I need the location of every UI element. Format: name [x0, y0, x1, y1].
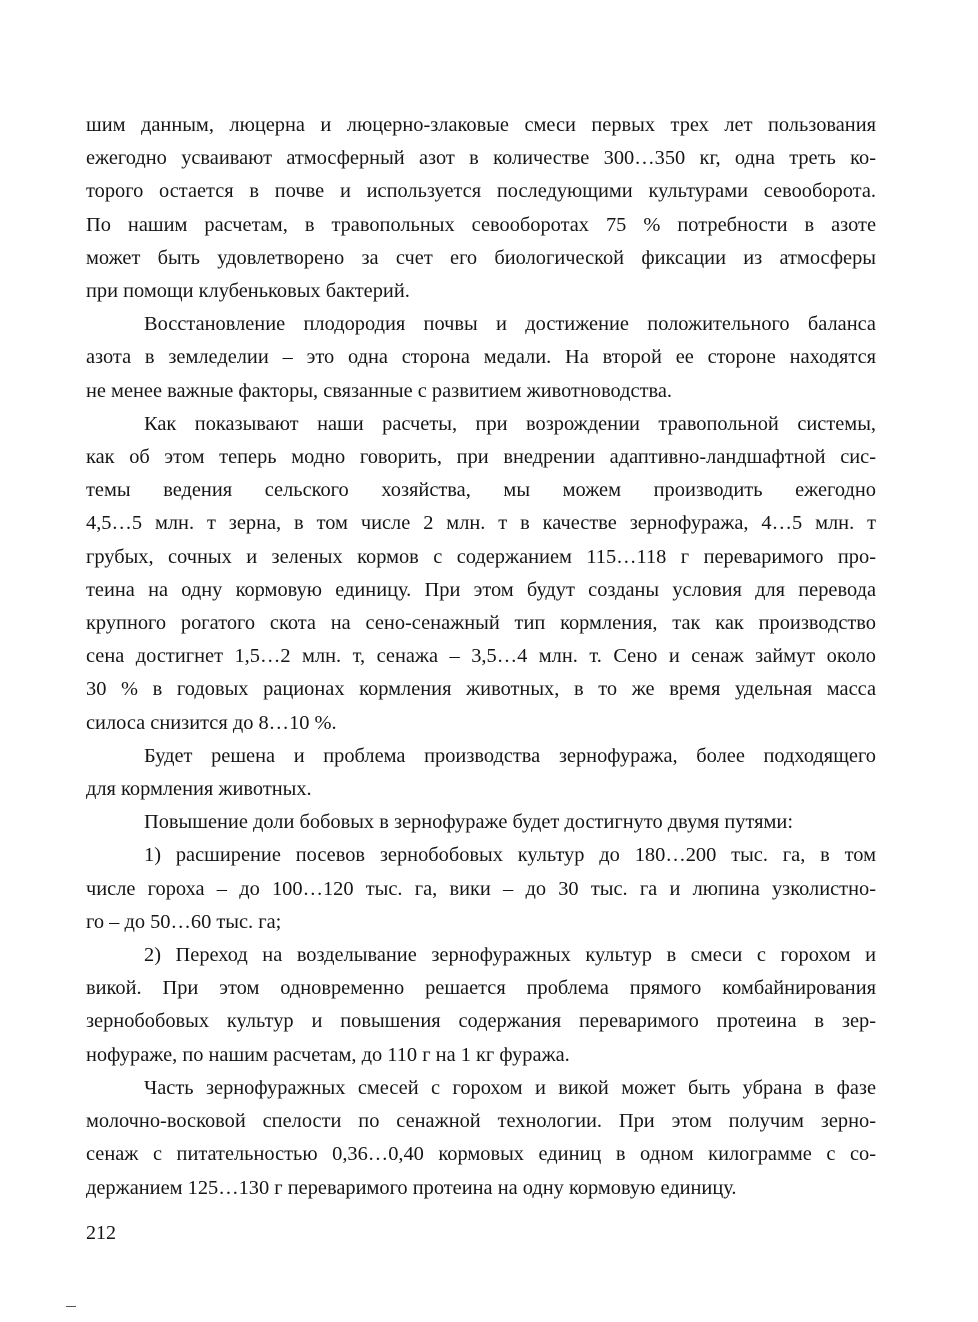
paragraph-8 [86, 1072, 876, 1205]
text-line: силоса снизится до 8…10 %. [86, 711, 337, 734]
text-line: как об этом теперь модно говорить, при внедрении адаптивно-ландшафтной сис- [86, 446, 876, 469]
text-line: 4,5…5 млн. т зерна, в том числе 2 млн. т в качестве зернофуража, 4…5 млн. т [86, 512, 876, 535]
paragraph-3 [86, 408, 876, 740]
text-line: крупного рогатого скота на сено-сенажный тип кормления, так как производство [86, 612, 876, 635]
text-line: шим данным, люцерна и люцерно-злаковые смеси первых трех лет пользования [86, 114, 876, 136]
text-line: викой. При этом одновременно решается проблема прямого комбайнирования [86, 977, 876, 1000]
text-line: 1) расширение посевов зернобобовых культур до 180…200 тыс. га, в том [144, 844, 876, 867]
text-line: темы ведения сельского хозяйства, мы можем производить ежегодно [86, 479, 876, 502]
paragraph-2 [86, 308, 876, 408]
text-line: может быть удовлетворено за счет его биологической фиксации из атмосферы [86, 246, 876, 269]
page-number: 212 [86, 1222, 116, 1244]
text-line: Часть зернофуражных смесей с горохом и викой может быть убрана в фазе [144, 1076, 876, 1099]
text-line: держанием 125…130 г переваримого протеина на одну кормовую единицу. [86, 1176, 737, 1199]
text-line: молочно-восковой спелости по сенажной технологии. При этом получим зерно- [86, 1110, 876, 1133]
text-line: числе гороха – до 100…120 тыс. га, вики – до 30 тыс. га и люпина узколистно- [86, 877, 876, 900]
text-line: при помощи клубеньковых бактерий. [86, 280, 410, 303]
text-line: Восстановление плодородия почвы и достижение положительного баланса [144, 313, 876, 336]
text-line: По нашим расчетам, в травопольных севооборотах 75 % потребности в азоте [86, 213, 876, 236]
text-line: нофураже, по нашим расчетам, до 110 г на 1 кг фуража. [86, 1043, 570, 1066]
paragraph-1 [86, 109, 876, 308]
text-line: не менее важные факторы, связанные с развитием животноводства. [86, 379, 673, 402]
text-line: го – до 50…60 тыс. га; [86, 910, 282, 933]
text-line: Как показывают наши расчеты, при возрождении травопольной системы, [144, 412, 876, 435]
text-line: Будет решена и проблема производства зернофуража, более подходящего [144, 744, 876, 767]
paragraph-5 [86, 806, 876, 839]
paragraph-4 [86, 740, 876, 806]
scan-mark [66, 1306, 76, 1307]
text-line: теина на одну кормовую единицу. При этом будут созданы условия для перевода [86, 578, 876, 601]
text-line: грубых, сочных и зеленых кормов с содержанием 115…118 г переваримого про- [86, 545, 876, 568]
text-line: сена достигнет 1,5…2 млн. т, сенажа – 3,5…4 млн. т. Сено и сенаж займут около [86, 645, 876, 668]
text-line: Повышение доли бобовых в зернофураже будет достигнуто двумя путями: [144, 811, 793, 834]
text-line: 30 % в годовых рационах кормления животных, в то же время удельная масса [86, 678, 876, 701]
paragraph-7 [86, 939, 876, 1072]
text-line: сенаж с питательностью 0,36…0,40 кормовых единиц в одном килограмме с со- [86, 1143, 876, 1166]
page-body [86, 109, 876, 1205]
text-line: азота в земледелии – это одна сторона медали. На второй ее стороне находятся [86, 346, 876, 369]
text-line: зернобобовых культур и повышения содержания переваримого протеина в зер- [86, 1010, 876, 1033]
text-line: для кормления животных. [86, 778, 312, 801]
text-line: 2) Переход на возделывание зернофуражных культур в смеси с горохом и [144, 944, 876, 967]
paragraph-6 [86, 839, 876, 939]
text-line: ежегодно усваивают атмосферный азот в количестве 300…350 кг, одна треть ко- [86, 147, 876, 170]
text-line: торого остается в почве и используется последующими культурами севооборота. [86, 180, 876, 203]
